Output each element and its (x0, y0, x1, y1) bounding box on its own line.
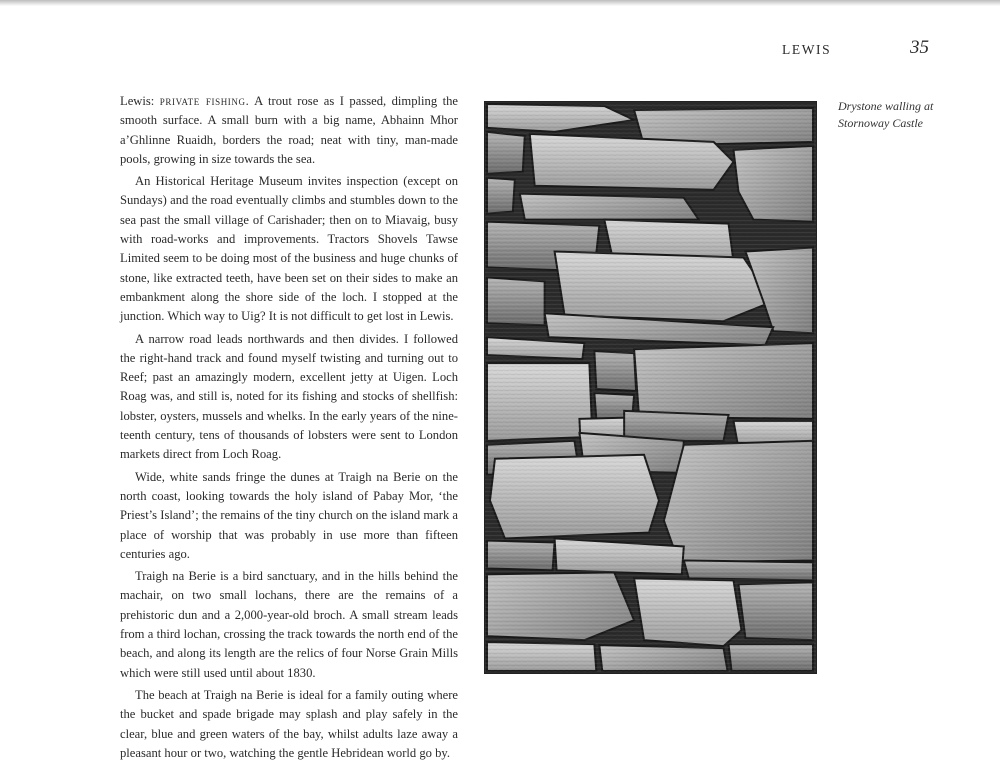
paragraph-5: Traigh na Berie is a bird sanctuary, and in the hills behind the machair, on two small lochans, there are the remains of a prehistoric dun and a 2,000-year-old broch. A small stream leads from a third lochan, crossing the track towards the north end of the beach, and along its length are the relics of four Norse Grain Mills which were still used until about 1830. (120, 569, 458, 680)
chapter-title: LEWIS (782, 42, 832, 57)
body-text (120, 92, 458, 766)
caption-line-2: Stornoway Castle (838, 116, 924, 130)
paragraph-3: A narrow road leads northwards and then divides. I followed the right-hand track and found myself twisting and turning out to Reef; past an amazingly modern, excellent jetty at Uigen. Loch Roag was, and still is, noted for its fishing and stocks of shellfish: lobster, oysters, mussels and whelks. In the early years of the nine-teenth century, tens of thousands of lobsters were sent to London markets direct from Loch Roag. (120, 331, 458, 462)
paragraph-4: Wide, white sands fringe the dunes at Traigh na Berie on the north coast, looking towards the holy island of Pabay Mor, ‘the Priest’s Island’; the remains of the tiny church on the island mark a place of worship that was probably in use more than fifteen centuries ago. (120, 469, 458, 561)
drystone-wall-photo (484, 101, 817, 674)
caption-line-1: Drystone walling at (838, 99, 934, 113)
paragraph-1-smallcaps: private fishing. (159, 94, 250, 108)
paragraph-2: An Historical Heritage Museum invites inspection (except on Sundays) and the road eventually climbs and stumbles down to the sea past the small village of Carishader; then on to Miavaig, busy with road-works and improvements. Tractors Shovels Tawse Limited seem to be doing most of the business and huge chunks of stone, like extracted teeth, have been set on their sides to make an embankment along the shore side of the loch. I stopped at the junction. Which way to Uig? It is not difficult to get lost in Lewis. (120, 174, 458, 324)
page-number: 35 (910, 37, 929, 58)
stone-wall-illustration (485, 102, 816, 673)
running-head (760, 37, 940, 66)
paragraph-1-lead: Lewis: (120, 94, 160, 108)
page-top-shadow (0, 0, 1000, 6)
paragraph-6: The beach at Traigh na Berie is ideal for a family outing where the bucket and spade brigade may splash and play safely in the clear, blue and green waters of the bay, whilst adults laze away a pleasant hour or two, watching the gentle Hebridean world go by. (120, 687, 458, 760)
photo-caption (838, 98, 948, 132)
paragraph-1 (120, 92, 458, 169)
paragraph-1-rest: A trout rose as I passed, dimpling the smooth surface. A small burn with a big name, Abhainn Mhor a’Ghlinne Ruaidh, borders the road; neat with tiny, man-made pools, growing in size towards the sea. (120, 94, 458, 166)
